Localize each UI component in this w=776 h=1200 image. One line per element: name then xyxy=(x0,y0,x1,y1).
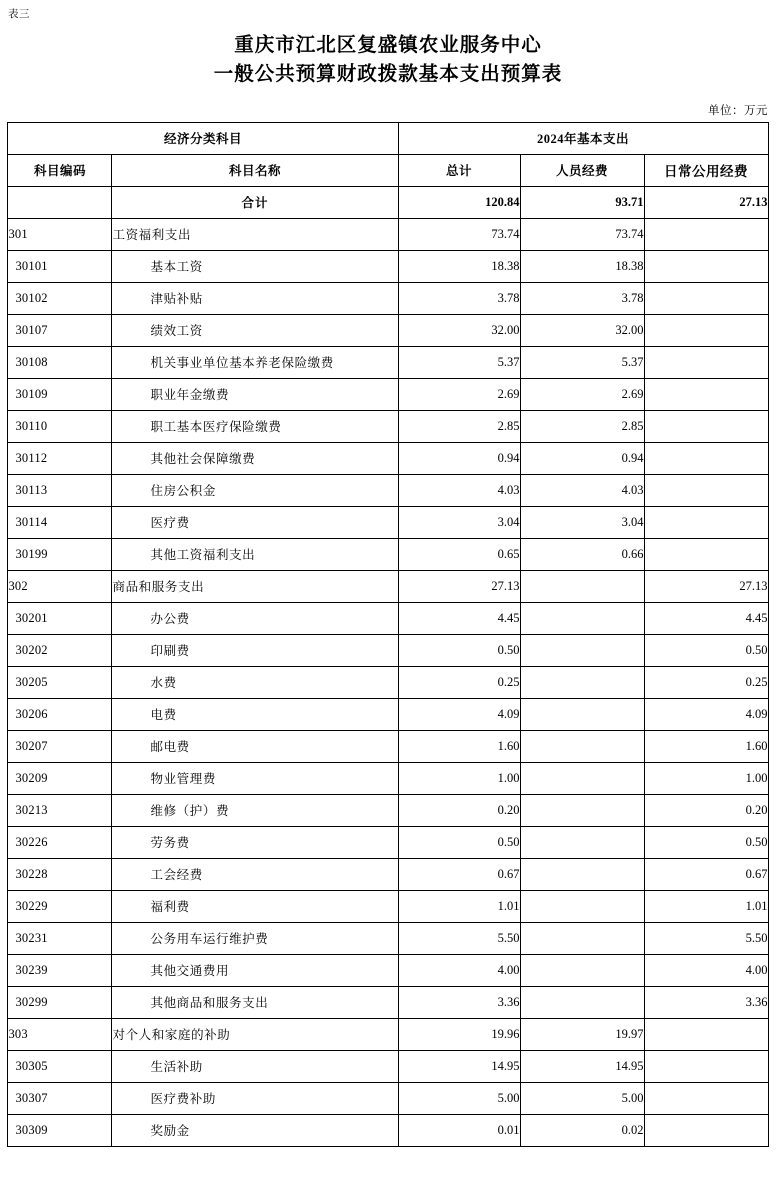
cell-total: 19.96 xyxy=(398,1018,520,1050)
cell-subject-name: 办公费 xyxy=(112,602,398,634)
cell-subject-name: 机关事业单位基本养老保险缴费 xyxy=(112,346,398,378)
cell-personnel-expense xyxy=(520,794,644,826)
table-row xyxy=(8,346,768,378)
cell-daily-public-expense xyxy=(644,1114,768,1146)
cell-subject-name: 医疗费补助 xyxy=(112,1082,398,1114)
cell-total: 0.01 xyxy=(398,1114,520,1146)
cell-subject-code: 30228 xyxy=(8,858,112,890)
cell-subject-name: 商品和服务支出 xyxy=(112,570,398,602)
cell-personnel-expense: 14.95 xyxy=(520,1050,644,1082)
cell-personnel-expense: 3.78 xyxy=(520,282,644,314)
cell-subject-code: 30207 xyxy=(8,730,112,762)
title-line-1: 重庆市江北区复盛镇农业服务中心 xyxy=(234,35,542,56)
cell-subject-code: 30309 xyxy=(8,1114,112,1146)
cell-daily-public-expense: 0.25 xyxy=(644,666,768,698)
cell-daily-public-expense: 0.67 xyxy=(644,858,768,890)
header-row-columns xyxy=(8,154,768,186)
cell-total: 14.95 xyxy=(398,1050,520,1082)
table-row xyxy=(8,442,768,474)
cell-subject-name: 邮电费 xyxy=(112,730,398,762)
cell-personnel-expense: 2.85 xyxy=(520,410,644,442)
table-row xyxy=(8,282,768,314)
table-row xyxy=(8,378,768,410)
table-row xyxy=(8,826,768,858)
cell-subject-name: 其他交通费用 xyxy=(112,954,398,986)
cell-personnel-expense: 2.69 xyxy=(520,378,644,410)
cell-subject-name: 其他商品和服务支出 xyxy=(112,986,398,1018)
cell-total: 2.69 xyxy=(398,378,520,410)
cell-personnel-expense xyxy=(520,954,644,986)
table-row xyxy=(8,602,768,634)
cell-subject-code: 30108 xyxy=(8,346,112,378)
table-row xyxy=(8,922,768,954)
cell-subject-name: 公务用车运行维护费 xyxy=(112,922,398,954)
table-row xyxy=(8,218,768,250)
cell-daily-public-expense: 1.60 xyxy=(644,730,768,762)
table-row xyxy=(8,506,768,538)
cell-subject-name: 生活补助 xyxy=(112,1050,398,1082)
cell-daily-public-expense: 3.36 xyxy=(644,986,768,1018)
cell-daily-public-expense: 0.50 xyxy=(644,634,768,666)
cell-subject-name: 工会经费 xyxy=(112,858,398,890)
table-row xyxy=(8,730,768,762)
cell-subject-name: 其他社会保障缴费 xyxy=(112,442,398,474)
cell-daily-public-expense: 1.00 xyxy=(644,762,768,794)
cell-personnel-expense xyxy=(520,730,644,762)
cell-daily-public-expense xyxy=(644,474,768,506)
table-row xyxy=(8,986,768,1018)
total-amount-personnel: 93.71 xyxy=(520,186,644,218)
cell-subject-name: 对个人和家庭的补助 xyxy=(112,1018,398,1050)
cell-daily-public-expense xyxy=(644,410,768,442)
cell-subject-name: 工资福利支出 xyxy=(112,218,398,250)
cell-subject-name: 物业管理费 xyxy=(112,762,398,794)
cell-total: 0.65 xyxy=(398,538,520,570)
cell-subject-code: 30209 xyxy=(8,762,112,794)
cell-subject-name: 维修（护）费 xyxy=(112,794,398,826)
cell-daily-public-expense xyxy=(644,1082,768,1114)
table-row xyxy=(8,570,768,602)
cell-subject-code: 30239 xyxy=(8,954,112,986)
total-code-cell xyxy=(8,186,112,218)
cell-personnel-expense: 5.00 xyxy=(520,1082,644,1114)
cell-subject-code: 30307 xyxy=(8,1082,112,1114)
cell-total: 4.00 xyxy=(398,954,520,986)
cell-total: 73.74 xyxy=(398,218,520,250)
cell-total: 5.50 xyxy=(398,922,520,954)
unit-note: 单位：万元 xyxy=(708,104,768,117)
cell-total: 4.45 xyxy=(398,602,520,634)
table-row xyxy=(8,666,768,698)
cell-subject-code: 30213 xyxy=(8,794,112,826)
cell-personnel-expense: 0.02 xyxy=(520,1114,644,1146)
cell-personnel-expense: 3.04 xyxy=(520,506,644,538)
cell-subject-name: 职工基本医疗保险缴费 xyxy=(112,410,398,442)
cell-personnel-expense: 0.66 xyxy=(520,538,644,570)
header-col-name: 科目名称 xyxy=(112,154,398,186)
cell-subject-code: 303 xyxy=(8,1018,112,1050)
cell-total: 0.20 xyxy=(398,794,520,826)
total-amount-daily: 27.13 xyxy=(644,186,768,218)
table-row xyxy=(8,794,768,826)
cell-subject-name: 绩效工资 xyxy=(112,314,398,346)
cell-personnel-expense: 0.94 xyxy=(520,442,644,474)
cell-subject-code: 30226 xyxy=(8,826,112,858)
cell-total: 27.13 xyxy=(398,570,520,602)
cell-total: 3.04 xyxy=(398,506,520,538)
cell-total: 32.00 xyxy=(398,314,520,346)
cell-daily-public-expense: 1.01 xyxy=(644,890,768,922)
cell-personnel-expense xyxy=(520,890,644,922)
header-col-daily: 日常公用经费 xyxy=(644,154,768,186)
cell-daily-public-expense xyxy=(644,538,768,570)
table-head xyxy=(8,122,768,186)
cell-total: 18.38 xyxy=(398,250,520,282)
table-row xyxy=(8,1018,768,1050)
cell-personnel-expense xyxy=(520,922,644,954)
cell-daily-public-expense xyxy=(644,1050,768,1082)
cell-total: 5.00 xyxy=(398,1082,520,1114)
cell-daily-public-expense xyxy=(644,314,768,346)
table-row xyxy=(8,1050,768,1082)
total-label: 合计 xyxy=(112,186,398,218)
header-group-economic-classification: 经济分类科目 xyxy=(8,122,398,154)
cell-subject-code: 30202 xyxy=(8,634,112,666)
cell-total: 4.09 xyxy=(398,698,520,730)
table-row xyxy=(8,474,768,506)
cell-subject-name: 住房公积金 xyxy=(112,474,398,506)
cell-total: 5.37 xyxy=(398,346,520,378)
cell-subject-code: 30110 xyxy=(8,410,112,442)
header-col-personnel: 人员经费 xyxy=(520,154,644,186)
table-row-total xyxy=(8,186,768,218)
cell-subject-name: 津贴补贴 xyxy=(112,282,398,314)
cell-subject-code: 30107 xyxy=(8,314,112,346)
cell-personnel-expense xyxy=(520,858,644,890)
cell-total: 0.50 xyxy=(398,826,520,858)
cell-total: 4.03 xyxy=(398,474,520,506)
cell-subject-code: 30229 xyxy=(8,890,112,922)
table-row xyxy=(8,538,768,570)
cell-subject-name: 水费 xyxy=(112,666,398,698)
cell-personnel-expense: 18.38 xyxy=(520,250,644,282)
cell-total: 0.25 xyxy=(398,666,520,698)
cell-subject-code: 30113 xyxy=(8,474,112,506)
cell-subject-code: 30101 xyxy=(8,250,112,282)
header-group-basic-expenditure-2024: 2024年基本支出 xyxy=(398,122,768,154)
cell-daily-public-expense xyxy=(644,506,768,538)
table-row xyxy=(8,858,768,890)
cell-total: 0.94 xyxy=(398,442,520,474)
cell-daily-public-expense: 5.50 xyxy=(644,922,768,954)
table-row xyxy=(8,890,768,922)
cell-daily-public-expense: 0.20 xyxy=(644,794,768,826)
cell-subject-code: 30102 xyxy=(8,282,112,314)
cell-daily-public-expense xyxy=(644,282,768,314)
cell-subject-name: 印刷费 xyxy=(112,634,398,666)
document-title xyxy=(0,31,776,90)
cell-daily-public-expense xyxy=(644,250,768,282)
table-body xyxy=(8,186,768,1146)
cell-subject-code: 301 xyxy=(8,218,112,250)
cell-subject-code: 30199 xyxy=(8,538,112,570)
cell-personnel-expense xyxy=(520,634,644,666)
cell-personnel-expense xyxy=(520,666,644,698)
cell-daily-public-expense: 27.13 xyxy=(644,570,768,602)
cell-subject-name: 其他工资福利支出 xyxy=(112,538,398,570)
sheet-tag: 表三 xyxy=(8,9,30,20)
cell-subject-code: 30114 xyxy=(8,506,112,538)
cell-personnel-expense: 5.37 xyxy=(520,346,644,378)
cell-total: 1.00 xyxy=(398,762,520,794)
cell-personnel-expense xyxy=(520,986,644,1018)
table-row xyxy=(8,762,768,794)
cell-daily-public-expense xyxy=(644,1018,768,1050)
header-col-total: 总计 xyxy=(398,154,520,186)
cell-subject-code: 30201 xyxy=(8,602,112,634)
cell-personnel-expense xyxy=(520,570,644,602)
cell-subject-code: 30112 xyxy=(8,442,112,474)
basic-expenditure-table xyxy=(7,122,768,1147)
cell-subject-name: 福利费 xyxy=(112,890,398,922)
cell-personnel-expense: 19.97 xyxy=(520,1018,644,1050)
header-col-code: 科目编码 xyxy=(8,154,112,186)
cell-daily-public-expense: 4.00 xyxy=(644,954,768,986)
table-row xyxy=(8,954,768,986)
header-row-group xyxy=(8,122,768,154)
cell-subject-code: 30206 xyxy=(8,698,112,730)
cell-personnel-expense: 73.74 xyxy=(520,218,644,250)
table-row xyxy=(8,314,768,346)
cell-daily-public-expense: 0.50 xyxy=(644,826,768,858)
table-row xyxy=(8,250,768,282)
cell-daily-public-expense xyxy=(644,442,768,474)
cell-personnel-expense: 32.00 xyxy=(520,314,644,346)
cell-subject-code: 30109 xyxy=(8,378,112,410)
cell-personnel-expense xyxy=(520,826,644,858)
cell-subject-name: 职业年金缴费 xyxy=(112,378,398,410)
cell-subject-code: 30299 xyxy=(8,986,112,1018)
cell-total: 3.78 xyxy=(398,282,520,314)
cell-personnel-expense xyxy=(520,762,644,794)
title-line-2: 一般公共预算财政拨款基本支出预算表 xyxy=(213,64,563,86)
table-row xyxy=(8,634,768,666)
table-row xyxy=(8,410,768,442)
cell-daily-public-expense: 4.09 xyxy=(644,698,768,730)
table-row xyxy=(8,1082,768,1114)
cell-daily-public-expense xyxy=(644,346,768,378)
cell-subject-name: 奖励金 xyxy=(112,1114,398,1146)
table-row xyxy=(8,698,768,730)
cell-daily-public-expense xyxy=(644,378,768,410)
cell-total: 2.85 xyxy=(398,410,520,442)
cell-total: 1.01 xyxy=(398,890,520,922)
cell-subject-name: 基本工资 xyxy=(112,250,398,282)
total-amount-total: 120.84 xyxy=(398,186,520,218)
cell-subject-name: 电费 xyxy=(112,698,398,730)
cell-daily-public-expense: 4.45 xyxy=(644,602,768,634)
cell-total: 1.60 xyxy=(398,730,520,762)
cell-subject-code: 30205 xyxy=(8,666,112,698)
cell-total: 3.36 xyxy=(398,986,520,1018)
cell-personnel-expense xyxy=(520,602,644,634)
table-row xyxy=(8,1114,768,1146)
cell-total: 0.50 xyxy=(398,634,520,666)
cell-subject-code: 30231 xyxy=(8,922,112,954)
cell-subject-name: 劳务费 xyxy=(112,826,398,858)
cell-personnel-expense: 4.03 xyxy=(520,474,644,506)
cell-subject-code: 302 xyxy=(8,570,112,602)
cell-subject-name: 医疗费 xyxy=(112,506,398,538)
cell-subject-code: 30305 xyxy=(8,1050,112,1082)
cell-personnel-expense xyxy=(520,698,644,730)
cell-daily-public-expense xyxy=(644,218,768,250)
cell-total: 0.67 xyxy=(398,858,520,890)
